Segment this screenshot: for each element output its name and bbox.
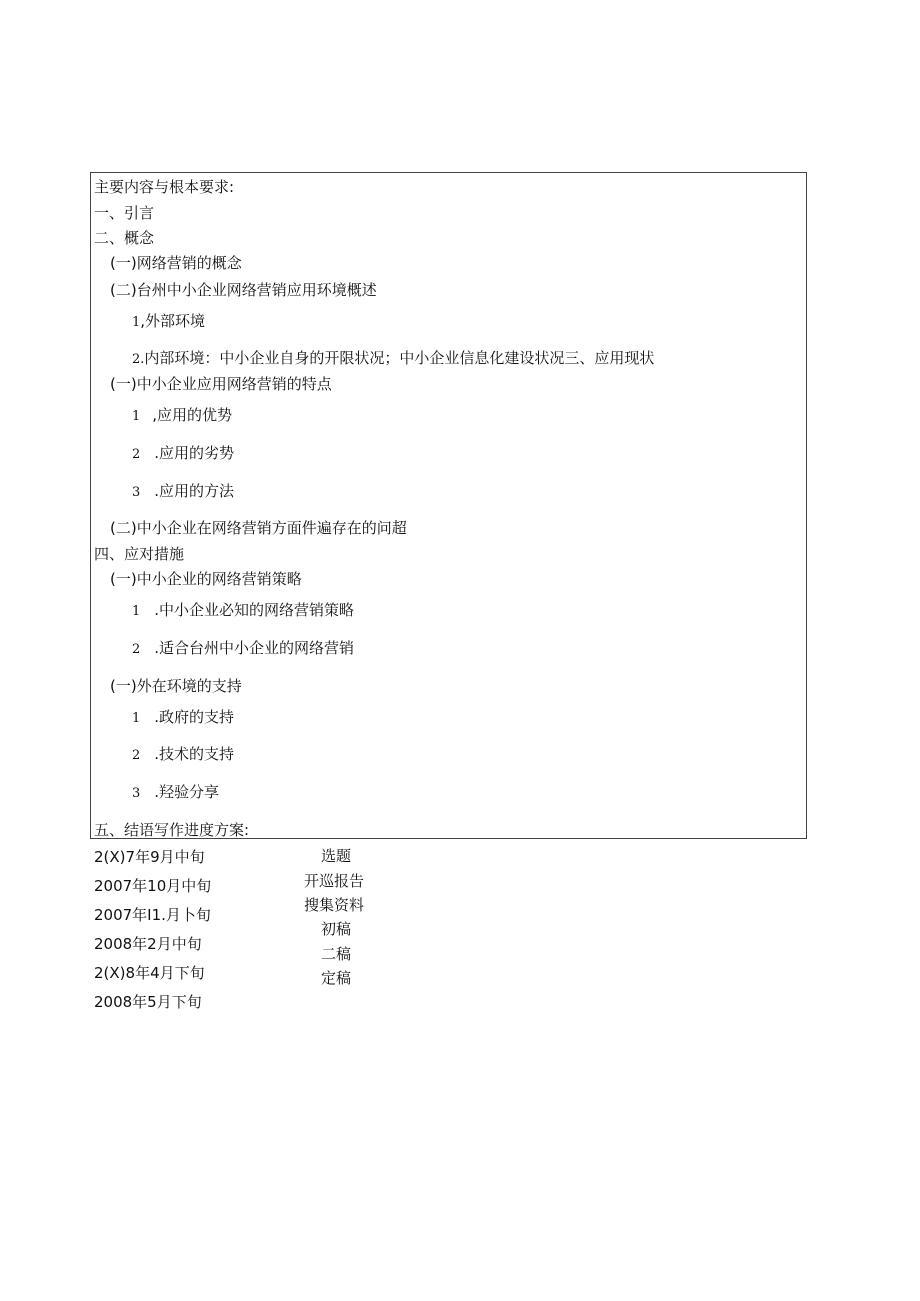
subsection-2-1: (一)网络营销的概念 — [110, 254, 242, 272]
item-text: .中小企业必知的网络营销策略 — [154, 601, 355, 619]
schedule-date: 2007年I1.月卜旬 — [94, 906, 211, 924]
item-3-1-1 — [132, 406, 232, 426]
subsection-2-2: (二)台州中小企业网络营销应用环境概述 — [110, 281, 377, 299]
schedule-date: 2007年10月中旬 — [94, 877, 212, 895]
requirements-box — [90, 172, 807, 839]
item-4-2-3 — [132, 783, 219, 803]
section-introduction: 一、引言 — [94, 204, 155, 222]
item-4-2-1 — [132, 708, 234, 728]
section-concepts: 二、概念 — [94, 229, 155, 247]
schedule-task: 初稿 — [321, 920, 352, 938]
subsection-4-2: (一)外在环境的支持 — [110, 677, 242, 695]
item-number: 1 — [132, 604, 141, 619]
schedule-date: 2008年5月下旬 — [94, 993, 202, 1011]
item-3-1-2 — [132, 444, 234, 464]
item-number: 2. — [132, 352, 145, 367]
section-conclusion-schedule: 五、结语写作进度方案: — [94, 821, 250, 839]
schedule-task: 二稿 — [321, 945, 352, 963]
section-countermeasures: 四、应对措施 — [94, 545, 185, 563]
item-3-1-3 — [132, 482, 234, 502]
schedule-task: 搜集资料 — [304, 896, 365, 914]
item-number: 2 — [132, 447, 141, 462]
item-number: 3 — [132, 485, 141, 500]
subsection-3-2: (二)中小企业在网络营销方面件遍存在的问超 — [110, 519, 407, 537]
item-text: .羟验分享 — [154, 783, 220, 801]
item-number: 3 — [132, 786, 141, 801]
item-4-2-2 — [132, 745, 234, 765]
schedule-date: 2(X)8年4月下旬 — [94, 964, 205, 982]
item-text: .政府的支持 — [154, 708, 235, 726]
schedule-task: 开巡报告 — [304, 872, 365, 890]
subsection-4-1: (一)中小企业的网络营销策略 — [110, 570, 302, 588]
item-text: .适合台州中小企业的网络营销 — [154, 639, 355, 657]
item-4-1-2 — [132, 639, 354, 659]
item-text: 内部环境：中小企业自身的开限状况；中小企业信息化建设状况三、应用现状 — [144, 349, 655, 367]
schedule-date: 2008年2月中旬 — [94, 935, 202, 953]
item-text: .应用的劣势 — [154, 444, 235, 462]
item-number: 1 — [132, 409, 141, 424]
item-4-1-1 — [132, 601, 354, 621]
schedule-task: 选题 — [321, 847, 352, 865]
item-number: 2 — [132, 748, 141, 763]
item-text: ,外部环境 — [140, 312, 206, 330]
item-2-2-2 — [132, 349, 654, 369]
outline-header: 主要内容与根本要求: — [94, 178, 235, 196]
item-number: 2 — [132, 642, 141, 657]
item-2-2-1 — [132, 312, 205, 332]
schedule-date: 2(X)7年9月中旬 — [94, 848, 205, 866]
subsection-3-1: (一)中小企业应用网络营销的特点 — [110, 375, 332, 393]
item-number: 1 — [132, 315, 141, 330]
schedule-task: 定稿 — [321, 969, 352, 987]
item-text: ,应用的优势 — [152, 406, 233, 424]
item-text: .应用的方法 — [154, 482, 235, 500]
item-number: 1 — [132, 711, 141, 726]
item-text: .技术的支持 — [154, 745, 235, 763]
